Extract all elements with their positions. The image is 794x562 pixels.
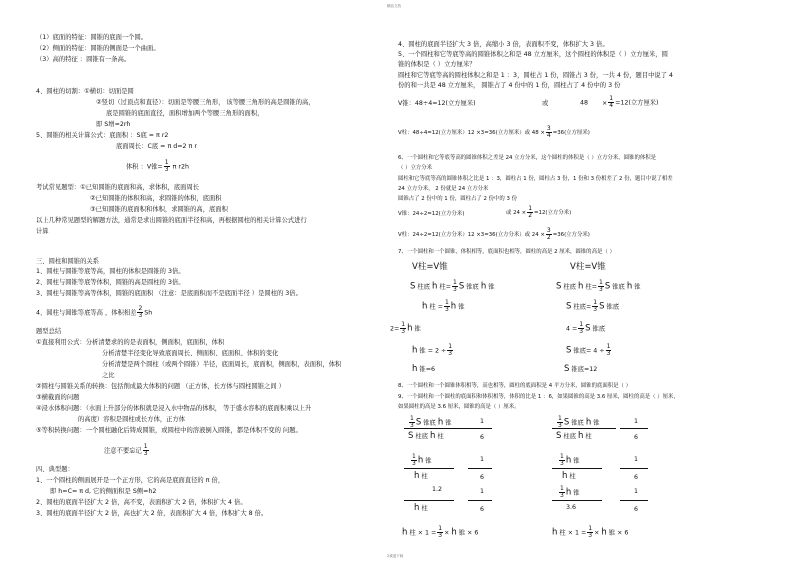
text-line: 1、圆柱与圆锥等底等高，圆柱的体积是圆锥的 3倍。 (36, 268, 185, 275)
text-line: （2）侧面的特征：圆锥的侧面是一个曲面。 (36, 45, 160, 52)
equation: 6 (480, 434, 485, 441)
equation: V柱=V锥 (412, 262, 448, 272)
formula-line: V柱：24÷2=12(立方分米）12 ×3=36(立方分米）或 24 × $\frac{3}{2}$ =36(立方分米) (398, 227, 590, 241)
formula-text: 注意不要忘记 (104, 447, 142, 455)
equation: 3.6 (566, 504, 577, 511)
text-line: 以上几种常见题型的解题方法，通常是求出圆锥的底面半径和高，再根据圆柱的相关计算公式进行 (36, 217, 307, 224)
text-line: 的高度）容积是圆柱或长方体，正方体 (78, 416, 186, 423)
equation: 1 (480, 488, 485, 495)
text-line: 24 立方分米， 2 份就是 24 立方分米 (398, 186, 489, 192)
equation: 6 (634, 434, 639, 441)
equation: h 柱 (562, 471, 576, 481)
equation: h 柱 × 1 = $\frac{1}{3}$ × h 锥 × 6 (552, 525, 629, 539)
equation: h 柱 × 1 = $\frac{1}{3}$ × h 锥 × 6 (402, 525, 479, 539)
fraction: $\frac{1}{4}$ (609, 95, 614, 109)
text-line: 4、圆柱的切割：①横切：切面是圆 (36, 88, 134, 95)
text-line: 即 S增=2rh (96, 121, 131, 128)
text-line: （ ）立方分米 (398, 165, 433, 171)
equation: $\frac{1}{3}$ S 锥底 h 锥 (410, 415, 452, 429)
text-line: 考试常见题型：①已知圆锥的底面和高，求体积，底面周长 (36, 184, 200, 191)
text-line: ②竖切（过顶点和直径）：切面是等腰三角形， 该等腰三角形的高是圆锥的高， (96, 99, 315, 106)
fraction-bar (620, 500, 648, 501)
text-line: 6、一个圆柱和它等底等高的圆锥体积之差是 24 立方分米，这个圆柱的体积是（ ）立方分米，圆锥的体积是 (398, 155, 657, 161)
fraction-bar (552, 500, 602, 501)
text-line: 3、圆柱与圆锥等高等体积，圆锥的底面积 （注意：是底面积而不是底面半径 ）是圆柱的 3倍。 (36, 290, 302, 297)
equation: 6 (480, 474, 485, 481)
text-line: 5、圆锥的相关计算公式：底面积 ：S底 = π r2 (36, 132, 169, 139)
formula-line (104, 444, 150, 457)
equation: 1.2 (432, 486, 443, 493)
text-line: 圆锥占了 2 份中的 1 份，圆柱占了 2 份中的 3 份 (398, 196, 518, 202)
fraction-bar (404, 428, 468, 429)
text-line: 底是圆锥的底面直径，面积增加两个等腰三角形的面积， (106, 110, 264, 117)
text-line: ②圆柱与圆锥关系的转换：包括削成最大体积的问题 （正方体，长方体与圆柱圆锥之间 ） (36, 383, 285, 390)
fraction-bar (552, 468, 602, 469)
equation: 6 (634, 474, 639, 481)
equation: S 柱底 h 柱= $\frac{1}{3}$ S 锥底 h 锥 (556, 279, 641, 293)
fraction-bar (468, 468, 492, 469)
equation: 1 (634, 456, 639, 463)
text-line: 底面周长：C底 = π d=2 π r (116, 143, 197, 150)
equation: 6 (480, 506, 485, 513)
fraction: $\frac{1}{2}$ (528, 205, 533, 219)
text-line: 之比 (102, 372, 115, 379)
text-line: ③已知圆锥的底面积和体积，求圆锥的高，底面积 (90, 206, 228, 213)
fraction-bar (404, 500, 454, 501)
equation: $\frac{1}{3}$ h 锥 (560, 453, 580, 467)
equation: V柱=V锥 (570, 262, 606, 272)
section-title: 三、圆柱和圆锥的关系 (36, 258, 99, 265)
text-line: ④浸水体积问题：（水面上升部分的体积就是浸入水中物品的体积， 等于盛水容积的底面积乘以上升 (36, 405, 312, 412)
section-title: 四、典型题： (36, 466, 74, 473)
equation: h 锥=6 (412, 364, 435, 374)
formula-line (126, 160, 189, 173)
text-line: ①直接利用公式：分析清楚求的的是表面积，侧面积，底面积，体积 (36, 339, 225, 346)
fraction: $\frac{2}{3}$ (138, 305, 143, 319)
text-line: （1）底面的特征：圆锥的底面一个圆。 (36, 34, 148, 41)
text-line: 圆柱和它等底等高的圆锥体积之比是 1 ：3，圆柱占 1 份，圆柱占 3 份，1 份和 3 份相差了 2 份，题目中说了相差 (398, 176, 673, 182)
text-line: 3、圆柱的底面半径扩大 2 倍，高也扩大 2 倍，表面积扩大 4 倍，体积扩大 8 倍。 (36, 510, 268, 517)
equation: S 柱底 h 柱 (408, 431, 444, 441)
equation: 6 (634, 506, 639, 513)
text-line: 1、一个圆柱的侧面展开是一个正方形，它的高是底面直径的 π 倍， (36, 477, 225, 484)
formula-text: Sh (144, 309, 153, 317)
equation: 1 (634, 488, 639, 495)
text-line: 2、圆柱的底面半径扩大 2 倍，高不变，表面积扩大 2 倍，体积扩大 4 倍。 (36, 499, 247, 506)
equation: S 柱底= $\frac{1}{3}$ S 锥底 (566, 299, 620, 313)
formula-text: 体积 ：V锥= (126, 163, 163, 171)
equation: h 柱 (414, 471, 428, 481)
equation: 1 (634, 418, 639, 425)
fraction: $\frac{3}{4}$ (546, 125, 551, 139)
fraction-bar (468, 500, 492, 501)
fraction-bar (404, 468, 454, 469)
text-line: 4、圆柱的底面半径扩大 3 倍，高缩小 3 倍，表面积不变，体积扩大 3 倍。 (398, 41, 609, 48)
text-line: 圆柱和它等底等高的圆柱体积之和是 1 ：3，圆柱占 1 份，圆锥占 3 份，一共 4 份，题目中说了 4 (398, 72, 674, 79)
equation: $\frac{1}{3}$ h 锥 (560, 485, 580, 499)
text-line: 7、一个圆柱和一个圆锥，体积相等，底面积也相等，圆柱的高是 2 厘米，圆锥的高是（ ） (398, 249, 615, 255)
equation: $\frac{1}{3}$ h 锥 (412, 453, 432, 467)
fraction: $\frac{3}{2}$ (546, 227, 551, 241)
fraction-bar (620, 428, 648, 429)
fraction: $\frac{1}{3}$ (164, 159, 169, 173)
equation: S 柱底 h 柱 (556, 431, 592, 441)
text-line: 即 h=C= π d, 它的侧面积是 S侧=h2 (50, 488, 157, 495)
page-footer: 2欢迎下载 (387, 554, 404, 558)
equation: h 柱 (414, 503, 428, 513)
equation: 2= $\frac{1}{3}$ h 锥 (390, 321, 421, 335)
text-line: ②已知圆锥的体积和高，求圆锥的体积，底面积 (90, 195, 222, 202)
text-line: 锥的体积是（ ）立方厘米？ (398, 61, 476, 68)
equation: h 柱 = $\frac{1}{3}$ h 锥 (422, 299, 465, 313)
section-title: 题型总结 (36, 328, 62, 335)
equation: h 锥 = 2 ÷ $\frac{1}{3}$ (412, 343, 453, 357)
fraction: $\frac{1}{3}$ (143, 443, 148, 457)
page-header: 精品文档 (387, 4, 401, 8)
text-line: 9、一个圆柱和一个圆柱的底面积和体积相等，体积的比是 1 ：6，如果圆锥的高是 3.6 厘米，圆柱的高是（ ）厘米， (398, 394, 679, 400)
formula-line: V锥：48÷4=12(立方厘米) (398, 100, 476, 107)
equation: S 锥底= 4 ÷ $\frac{1}{3}$ (566, 343, 611, 357)
formula-line: 或 24 × $\frac{1}{2}$ =12(立方分米) (506, 205, 572, 219)
formula-line: V锥：24÷2=12(立方分米) (398, 211, 465, 217)
text-line: 如果圆柱的高是 3.6 厘米，圆锥的高是（ ）厘米。 (398, 404, 520, 410)
text-line: 2、圆柱与圆锥等底等体积，圆锥的高是圆柱的 3倍。 (36, 279, 185, 286)
formula-line: 或 (542, 100, 549, 107)
fraction-bar (620, 468, 648, 469)
formula-line: 48 × $\frac{1}{4}$ =12(立方厘米) (580, 95, 659, 109)
text-line: ③横截面的问题 (36, 394, 80, 401)
formula-text: 4、圆柱与圆锥等底等高 ，体积相差 (36, 309, 137, 317)
equation: 1 (480, 456, 485, 463)
formula-line: V柱：48÷4=12(立方厘米）12 ×3=36(立方厘米）或 48 × $\frac{3}{4}$ =36(立方厘米) (398, 125, 590, 139)
equation: $\frac{1}{3}$ S 锥底 h 锥 (558, 415, 600, 429)
text-line: 分析清楚是两个圆柱（或两个圆锥）半径，底面周长，底面积，侧面积，表面积，体积 (102, 361, 342, 368)
formula-text: π r2h (170, 163, 189, 171)
text-line: ⑤等积转换问题：一个圆柱融化后铸成圆锥，或圆柱中的溶液倒入圆锥，都是体积不变的 问题。 (36, 427, 302, 434)
text-line: 计算 (36, 228, 49, 235)
equation: S 柱底 h 柱= $\frac{1}{3}$ S 锥底 h 锥 (410, 279, 495, 293)
equation: S 锥底=12 (564, 364, 598, 374)
equation: 4 = $\frac{1}{3}$ S 锥底 (566, 321, 606, 335)
fraction-bar (468, 428, 492, 429)
text-line: 份的和一共是 48 立方厘米， 圆锥占了 4 份中的 1 份，圆柱占了 4 份中的 3 份 (398, 82, 621, 89)
text-line: （3）高的特征 ：圆锥有一条高。 (36, 56, 131, 63)
formula-line (36, 306, 152, 319)
text-line: 分析清楚半径变化导致底面周长、侧面积、底面积、体积的变化 (102, 350, 279, 357)
equation: 1 (480, 418, 485, 425)
text-line: 5、一个圆柱和它等底等高的圆锥体积之和是 48 立方厘米，这个圆柱的体积是（ ）立方厘米，圆 (398, 51, 668, 58)
fraction-bar (552, 428, 616, 429)
text-line: 8、一个圆柱和一个圆锥体积相等，高也相等，圆柱的底面积是 4 平方分米，圆锥的底面积是（ ） (398, 383, 632, 389)
